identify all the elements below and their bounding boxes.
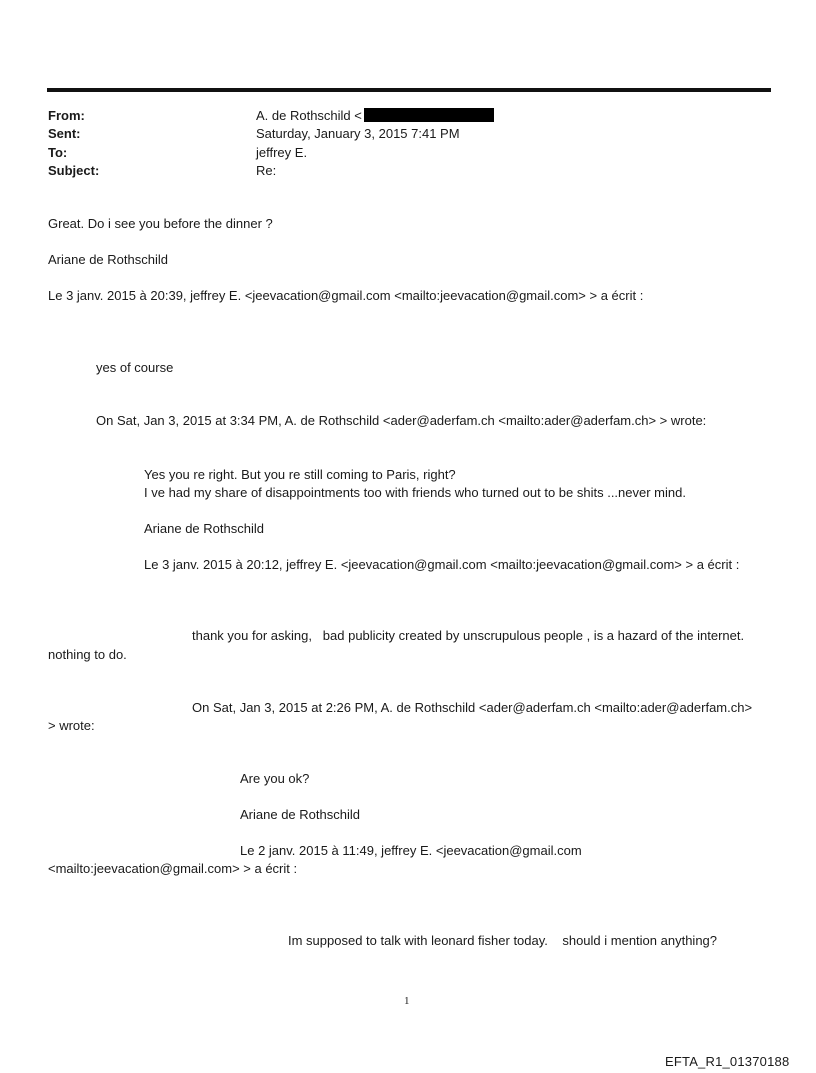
signature: Ariane de Rothschild xyxy=(240,807,360,822)
from-label: From: xyxy=(48,108,85,123)
quote-header: > wrote: xyxy=(48,718,95,733)
from-value xyxy=(256,107,494,125)
message-text: Great. Do i see you before the dinner ? xyxy=(48,216,273,231)
signature: Ariane de Rothschild xyxy=(48,252,168,267)
quote-header: On Sat, Jan 3, 2015 at 2:26 PM, A. de Rothschild <ader@aderfam.ch <mailto:ader@aderfam.ch> xyxy=(192,700,753,715)
sent-label: Sent: xyxy=(48,126,81,141)
message-text: I ve had my share of disappointments too with friends who turned out to be shits ...never mind. xyxy=(144,485,686,500)
header-rule xyxy=(47,88,771,92)
quote-header: Le 3 janv. 2015 à 20:39, jeffrey E. <jeevacation@gmail.com <mailto:jeevacation@gmail.com> > a écrit : xyxy=(48,288,644,303)
subject-value: Re: xyxy=(256,163,277,178)
message-text: thank you for asking, bad publicity created by unscrupulous people , is a hazard of the internet. xyxy=(192,628,745,643)
signature: Ariane de Rothschild xyxy=(144,521,264,536)
subject-label: Subject: xyxy=(48,163,100,178)
message-text: Yes you re right. But you re still coming to Paris, right? xyxy=(144,467,456,482)
message-text: yes of course xyxy=(96,360,174,375)
sent-value: Saturday, January 3, 2015 7:41 PM xyxy=(256,126,460,141)
quote-header: Le 2 janv. 2015 à 11:49, jeffrey E. <jeevacation@gmail.com xyxy=(240,843,582,858)
quote-header: <mailto:jeevacation@gmail.com> > a écrit : xyxy=(48,861,298,876)
message-text: Are you ok? xyxy=(240,771,310,786)
bates-number: EFTA_R1_01370188 xyxy=(665,1054,790,1069)
message-text: nothing to do. xyxy=(48,647,127,662)
message-text: Im supposed to talk with leonard fisher today. should i mention anything? xyxy=(288,933,718,948)
page-number: 1 xyxy=(404,995,410,1007)
from-name: A. de Rothschild < xyxy=(256,108,362,123)
to-label: To: xyxy=(48,145,68,160)
to-value: jeffrey E. xyxy=(256,145,308,160)
redaction-bar xyxy=(364,108,494,122)
quote-header: On Sat, Jan 3, 2015 at 3:34 PM, A. de Rothschild <ader@aderfam.ch <mailto:ader@aderfam.ch> > wrote: xyxy=(96,413,707,428)
quote-header: Le 3 janv. 2015 à 20:12, jeffrey E. <jeevacation@gmail.com <mailto:jeevacation@gmail.com> > a écrit : xyxy=(144,557,740,572)
